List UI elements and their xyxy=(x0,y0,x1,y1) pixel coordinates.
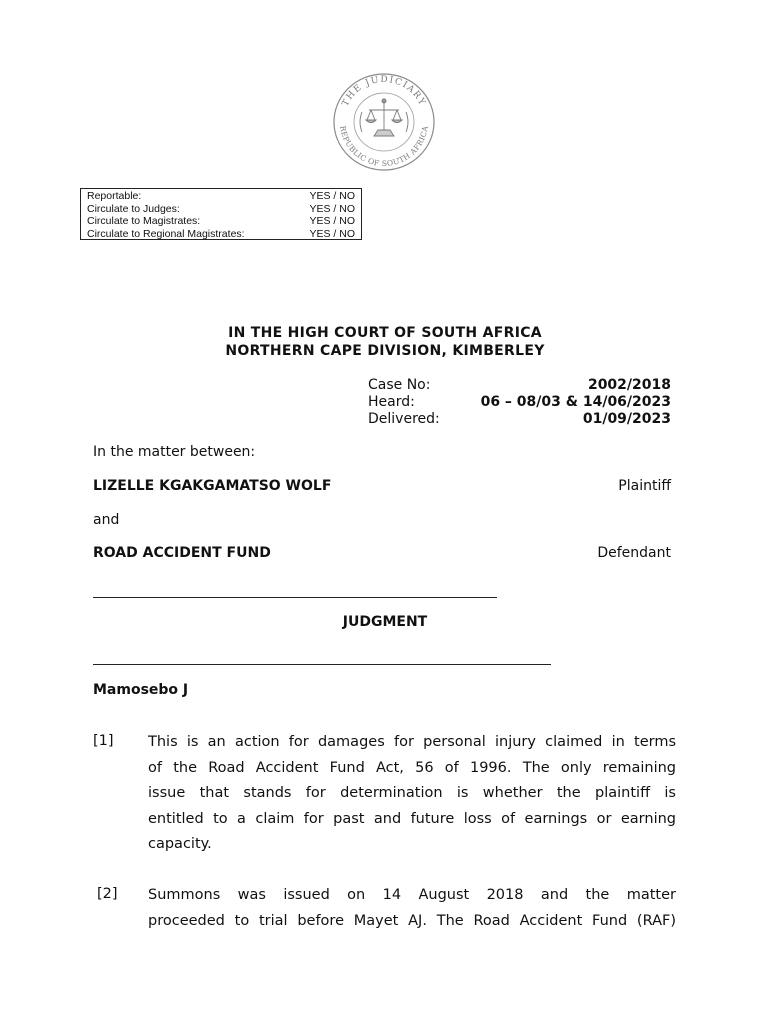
reportable-label: Reportable: xyxy=(87,190,142,202)
paragraph-line: This is an action for damages for personal injury claimed in terms xyxy=(148,734,676,750)
seal-bottom-text: REPUBLIC OF SOUTH AFRICA xyxy=(338,125,430,169)
paragraph-line: of the Road Accident Fund Act, 56 of 1996. The only remaining xyxy=(148,759,676,776)
delivered-label: Delivered: xyxy=(368,411,440,427)
defendant-role: Defendant xyxy=(597,545,671,561)
divider-top xyxy=(93,597,497,598)
reportable-box xyxy=(80,188,362,240)
circulate-judges-value: YES / NO xyxy=(309,202,355,215)
circulate-judges-label: Circulate to Judges: xyxy=(87,202,180,215)
case-no-label: Case No: xyxy=(368,377,431,393)
paragraph-line: entitled to a claim for past and future loss of earnings or earning xyxy=(148,810,676,827)
circulate-magistrates-label: Circulate to Magistrates: xyxy=(87,215,201,228)
case-meta xyxy=(368,377,671,428)
circulate-magistrates-row xyxy=(87,215,355,228)
paragraph-number: [2] xyxy=(97,886,118,902)
plaintiff-role: Plaintiff xyxy=(618,478,671,494)
court-name-line2: NORTHERN CAPE DIVISION, KIMBERLEY xyxy=(225,343,545,359)
circulate-regional-value: YES / NO xyxy=(309,227,355,240)
circulate-regional-row xyxy=(87,228,355,241)
paragraph-number: [1] xyxy=(93,733,114,749)
circulate-regional-label: Circulate to Regional Magistrates: xyxy=(87,227,245,240)
paragraph-line: proceeded to trial before Mayet AJ. The Road Accident Fund (RAF) xyxy=(148,912,676,929)
paragraph-line: capacity. xyxy=(148,836,212,853)
judge-name: Mamosebo J xyxy=(93,682,189,698)
paragraph-1 xyxy=(148,730,676,858)
and-text: and xyxy=(93,512,120,528)
divider-bottom xyxy=(93,664,551,665)
reportable-value: YES / NO xyxy=(309,190,355,202)
plaintiff-name: LIZELLE KGAKGAMATSO WOLF xyxy=(93,478,332,494)
circulate-magistrates-value: YES / NO xyxy=(309,215,355,228)
paragraph-line: issue that stands for determination is whether the plaintiff is xyxy=(148,785,676,802)
defendant-name: ROAD ACCIDENT FUND xyxy=(93,545,271,561)
heard-value: 06 – 08/03 & 14/06/2023 xyxy=(480,394,671,410)
paragraph-line: Summons was issued on 14 August 2018 and the matter xyxy=(148,887,676,903)
case-no-value: 2002/2018 xyxy=(587,377,671,393)
heard-label: Heard: xyxy=(368,394,415,410)
judgment-heading: JUDGMENT xyxy=(342,614,428,630)
paragraph-2 xyxy=(148,883,676,934)
seal-top-text: THE JUDICIARY xyxy=(340,74,428,109)
matter-intro: In the matter between: xyxy=(93,444,256,460)
circulate-judges-row xyxy=(87,203,355,216)
delivered-value: 01/09/2023 xyxy=(582,411,671,427)
reportable-row xyxy=(87,190,355,203)
court-name-line1: IN THE HIGH COURT OF SOUTH AFRICA xyxy=(228,325,542,341)
judiciary-seal-logo xyxy=(322,72,446,172)
